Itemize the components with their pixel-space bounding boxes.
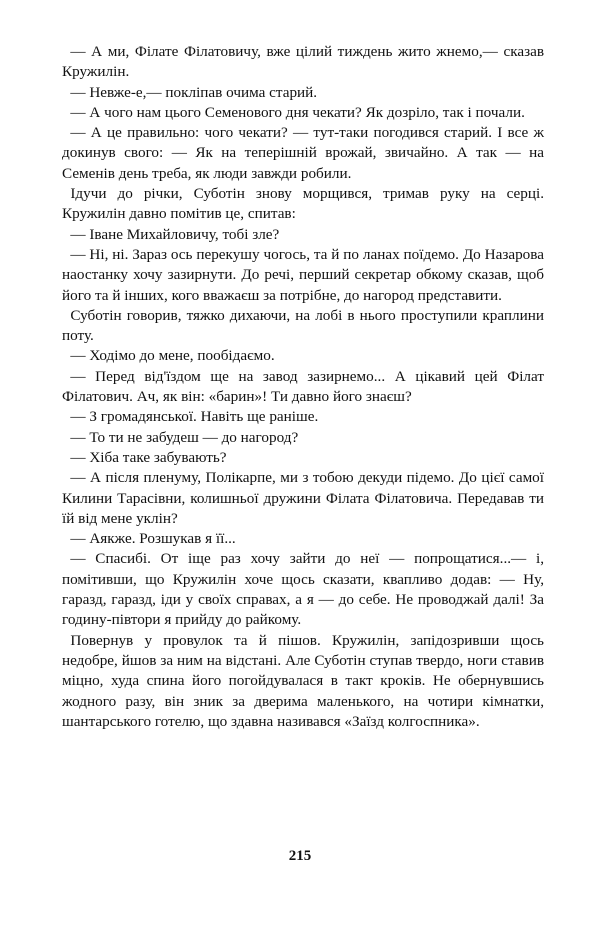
paragraph: — Хіба таке забувають? [70,448,227,466]
paragraph: — Ні, ні. Зараз ось перекушу чогось, та й по ланах поїдемо. До Назарова наостанку хочу зазирнути. До речі, перший секретар обкому сказав, щоб його та й інших, кого вважаєш за потрібне, до нагород представити. [62,245,544,304]
page-number: 215 [288,848,312,864]
paragraph: — А це правильно: чого чекати? — тут-таки погодився старий. І все ж докинув свого: — Як на теперішній врожай, звичайно. А так — на Семенів день треба, як люди завжди робили. [62,124,544,182]
paragraph: — Ходімо до мене, пообідаємо. [70,347,275,365]
paragraph: — Невже-е,— покліпав очима старий. [70,83,318,101]
paragraph: — А після пленуму, Полікарпе, ми з тобою декуди підемо. До цієї самої Килини Тарасівни, колишньої дружини Філата Філатовича. Передавав ти їй від мене уклін? [62,469,544,527]
paragraph: — А чого нам цього Семенового дня чекати? Як дозріло, так і почали. [70,103,525,121]
body-text [62,42,544,732]
paragraph: — Іване Михайловичу, тобі зле? [70,225,280,243]
paragraph: — Аякже. Розшукав я її... [70,530,236,548]
paragraph: — А ми, Філате Філатовичу, вже цілий тиждень жито жнемо,— сказав Кружилін. [62,43,544,81]
paragraph: Суботін говорив, тяжко дихаючи, на лобі в нього проступили краплини поту. [62,306,544,345]
paragraph: — Спасибі. От іще раз хочу зайти до неї — попрощатися...— і, помітивши, що Кружилін хоче щось сказати, квапливо додав: — Ну, гаразд, гаразд, іди у своїх справах, а я — до себе. Не проводжай далі! За годину-півтори я прийду до райкому. [62,550,544,629]
paragraph: Ідучи до річки, Суботін знову морщився, тримав руку на серці. Кружилін давно помітив це, спитав: [62,185,544,223]
paragraph: — Перед від'їздом ще на завод зазирнемо... А цікавий цей Філат Філатович. Ач, як він: «барин»! Ти давно його знаєш? [62,367,544,406]
paragraph: — З громадянської. Навіть ще раніше. [70,408,319,426]
paragraph: Повернув у провулок та й пішов. Кружилін, запідозривши щось недобре, йшов за ним на відстані. Але Суботін ступав твердо, ноги ставив міцно, худа спина його погойдувалася в такт кроків. Не обернувшись жодного разу, він зник за дверима маленького, на чотири кімнатки, шантарського готелю, що здавна називався «Заїзд колгоспника». [62,631,544,730]
paragraph: — То ти не забудеш — до нагород? [70,428,299,446]
